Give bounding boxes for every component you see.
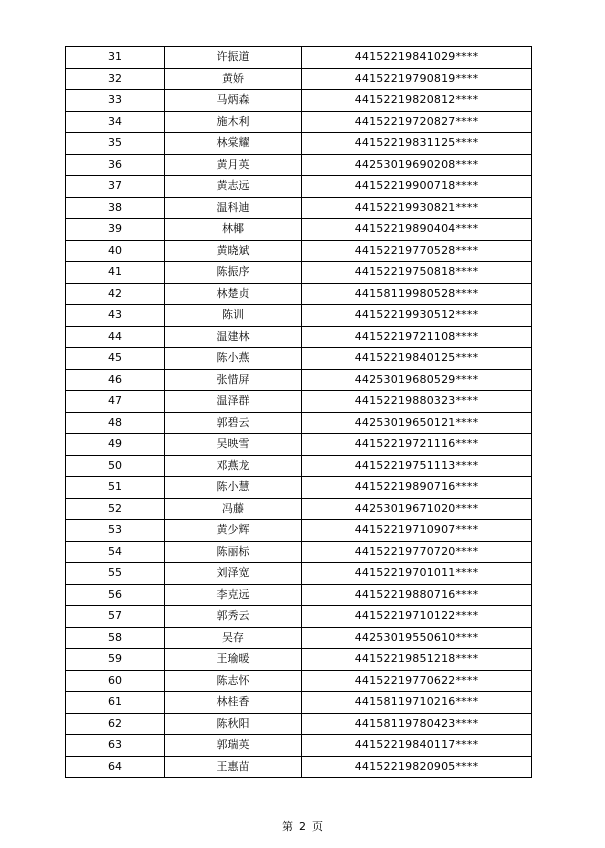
name-cell: 林椰 bbox=[165, 219, 302, 241]
table-row bbox=[66, 197, 532, 219]
id-number-cell: 44152219770528**** bbox=[302, 240, 532, 262]
id-number-cell: 44152219721108**** bbox=[302, 326, 532, 348]
name-cell: 冯藤 bbox=[165, 498, 302, 520]
name-cell: 郭碧云 bbox=[165, 412, 302, 434]
row-number-cell: 47 bbox=[66, 391, 165, 413]
row-number-cell: 53 bbox=[66, 520, 165, 542]
name-cell: 王惠苗 bbox=[165, 756, 302, 778]
row-number-cell: 36 bbox=[66, 154, 165, 176]
table-row bbox=[66, 670, 532, 692]
table-row bbox=[66, 219, 532, 241]
name-cell: 陈振序 bbox=[165, 262, 302, 284]
id-number-cell: 44152219890404**** bbox=[302, 219, 532, 241]
id-number-cell: 44152219770720**** bbox=[302, 541, 532, 563]
id-number-cell: 44253019690208**** bbox=[302, 154, 532, 176]
id-number-cell: 44152219831125**** bbox=[302, 133, 532, 155]
page-footer bbox=[0, 818, 605, 834]
table-row bbox=[66, 563, 532, 585]
name-cell: 林桂香 bbox=[165, 692, 302, 714]
row-number-cell: 51 bbox=[66, 477, 165, 499]
id-number-cell: 44152219851218**** bbox=[302, 649, 532, 671]
row-number-cell: 37 bbox=[66, 176, 165, 198]
id-number-cell: 44152219930512**** bbox=[302, 305, 532, 327]
name-cell: 黄晓斌 bbox=[165, 240, 302, 262]
row-number-cell: 57 bbox=[66, 606, 165, 628]
row-number-cell: 34 bbox=[66, 111, 165, 133]
row-number-cell: 31 bbox=[66, 47, 165, 69]
table-row bbox=[66, 735, 532, 757]
table-row bbox=[66, 47, 532, 69]
row-number-cell: 49 bbox=[66, 434, 165, 456]
table-row bbox=[66, 133, 532, 155]
row-number-cell: 54 bbox=[66, 541, 165, 563]
name-cell: 黄月英 bbox=[165, 154, 302, 176]
id-number-cell: 44152219710122**** bbox=[302, 606, 532, 628]
id-number-cell: 44152219790819**** bbox=[302, 68, 532, 90]
roster-table-body bbox=[66, 47, 532, 778]
table-row bbox=[66, 240, 532, 262]
id-number-cell: 44158119980528**** bbox=[302, 283, 532, 305]
name-cell: 黄少辉 bbox=[165, 520, 302, 542]
table-row bbox=[66, 348, 532, 370]
name-cell: 吴存 bbox=[165, 627, 302, 649]
name-cell: 陈丽标 bbox=[165, 541, 302, 563]
name-cell: 黄志远 bbox=[165, 176, 302, 198]
table-row bbox=[66, 498, 532, 520]
row-number-cell: 38 bbox=[66, 197, 165, 219]
row-number-cell: 44 bbox=[66, 326, 165, 348]
id-number-cell: 44152219721116**** bbox=[302, 434, 532, 456]
row-number-cell: 64 bbox=[66, 756, 165, 778]
name-cell: 温建林 bbox=[165, 326, 302, 348]
name-cell: 黄娇 bbox=[165, 68, 302, 90]
name-cell: 温科迪 bbox=[165, 197, 302, 219]
row-number-cell: 60 bbox=[66, 670, 165, 692]
row-number-cell: 55 bbox=[66, 563, 165, 585]
row-number-cell: 48 bbox=[66, 412, 165, 434]
row-number-cell: 40 bbox=[66, 240, 165, 262]
row-number-cell: 59 bbox=[66, 649, 165, 671]
table-row bbox=[66, 692, 532, 714]
name-cell: 刘泽宽 bbox=[165, 563, 302, 585]
row-number-cell: 56 bbox=[66, 584, 165, 606]
row-number-cell: 43 bbox=[66, 305, 165, 327]
table-row bbox=[66, 455, 532, 477]
table-row bbox=[66, 520, 532, 542]
row-number-cell: 62 bbox=[66, 713, 165, 735]
id-number-cell: 44152219890716**** bbox=[302, 477, 532, 499]
id-number-cell: 44152219820905**** bbox=[302, 756, 532, 778]
name-cell: 温泽群 bbox=[165, 391, 302, 413]
id-number-cell: 44152219880323**** bbox=[302, 391, 532, 413]
row-number-cell: 63 bbox=[66, 735, 165, 757]
name-cell: 陈小燕 bbox=[165, 348, 302, 370]
row-number-cell: 41 bbox=[66, 262, 165, 284]
table-row bbox=[66, 477, 532, 499]
id-number-cell: 44152219701011**** bbox=[302, 563, 532, 585]
table-row bbox=[66, 262, 532, 284]
table-row bbox=[66, 391, 532, 413]
row-number-cell: 61 bbox=[66, 692, 165, 714]
name-cell: 马炳森 bbox=[165, 90, 302, 112]
table-row bbox=[66, 434, 532, 456]
id-number-cell: 44158119710216**** bbox=[302, 692, 532, 714]
table-row bbox=[66, 713, 532, 735]
id-number-cell: 44152219820812**** bbox=[302, 90, 532, 112]
row-number-cell: 58 bbox=[66, 627, 165, 649]
table-row bbox=[66, 283, 532, 305]
id-number-cell: 44152219900718**** bbox=[302, 176, 532, 198]
id-number-cell: 44253019550610**** bbox=[302, 627, 532, 649]
row-number-cell: 50 bbox=[66, 455, 165, 477]
roster-table bbox=[65, 46, 532, 778]
row-number-cell: 35 bbox=[66, 133, 165, 155]
table-row bbox=[66, 584, 532, 606]
id-number-cell: 44253019650121**** bbox=[302, 412, 532, 434]
row-number-cell: 45 bbox=[66, 348, 165, 370]
table-row bbox=[66, 541, 532, 563]
name-cell: 陈志怀 bbox=[165, 670, 302, 692]
row-number-cell: 32 bbox=[66, 68, 165, 90]
table-row bbox=[66, 412, 532, 434]
id-number-cell: 44152219751113**** bbox=[302, 455, 532, 477]
footer-prefix: 第 bbox=[282, 820, 293, 833]
name-cell: 王瑜暖 bbox=[165, 649, 302, 671]
table-row bbox=[66, 154, 532, 176]
id-number-cell: 44152219840125**** bbox=[302, 348, 532, 370]
row-number-cell: 39 bbox=[66, 219, 165, 241]
table-row bbox=[66, 305, 532, 327]
table-row bbox=[66, 649, 532, 671]
row-number-cell: 33 bbox=[66, 90, 165, 112]
id-number-cell: 44152219720827**** bbox=[302, 111, 532, 133]
name-cell: 陈训 bbox=[165, 305, 302, 327]
footer-page-number: 2 bbox=[299, 820, 306, 833]
name-cell: 陈小慧 bbox=[165, 477, 302, 499]
id-number-cell: 44152219710907**** bbox=[302, 520, 532, 542]
id-number-cell: 44152219841029**** bbox=[302, 47, 532, 69]
table-row bbox=[66, 369, 532, 391]
id-number-cell: 44152219930821**** bbox=[302, 197, 532, 219]
row-number-cell: 46 bbox=[66, 369, 165, 391]
id-number-cell: 44152219840117**** bbox=[302, 735, 532, 757]
id-number-cell: 44152219880716**** bbox=[302, 584, 532, 606]
table-row bbox=[66, 326, 532, 348]
id-number-cell: 44152219750818**** bbox=[302, 262, 532, 284]
name-cell: 林楚贞 bbox=[165, 283, 302, 305]
name-cell: 施木利 bbox=[165, 111, 302, 133]
table-row bbox=[66, 627, 532, 649]
row-number-cell: 52 bbox=[66, 498, 165, 520]
table-row bbox=[66, 176, 532, 198]
table-row bbox=[66, 68, 532, 90]
name-cell: 李克远 bbox=[165, 584, 302, 606]
table-row bbox=[66, 756, 532, 778]
row-number-cell: 42 bbox=[66, 283, 165, 305]
table-row bbox=[66, 606, 532, 628]
id-number-cell: 44253019680529**** bbox=[302, 369, 532, 391]
name-cell: 邓燕龙 bbox=[165, 455, 302, 477]
footer-suffix: 页 bbox=[312, 820, 323, 833]
table-row bbox=[66, 90, 532, 112]
name-cell: 张惜屏 bbox=[165, 369, 302, 391]
name-cell: 林棠耀 bbox=[165, 133, 302, 155]
name-cell: 郭瑞英 bbox=[165, 735, 302, 757]
id-number-cell: 44158119780423**** bbox=[302, 713, 532, 735]
id-number-cell: 44253019671020**** bbox=[302, 498, 532, 520]
name-cell: 吴映雪 bbox=[165, 434, 302, 456]
name-cell: 郭秀云 bbox=[165, 606, 302, 628]
id-number-cell: 44152219770622**** bbox=[302, 670, 532, 692]
table-row bbox=[66, 111, 532, 133]
name-cell: 许振道 bbox=[165, 47, 302, 69]
name-cell: 陈秋阳 bbox=[165, 713, 302, 735]
